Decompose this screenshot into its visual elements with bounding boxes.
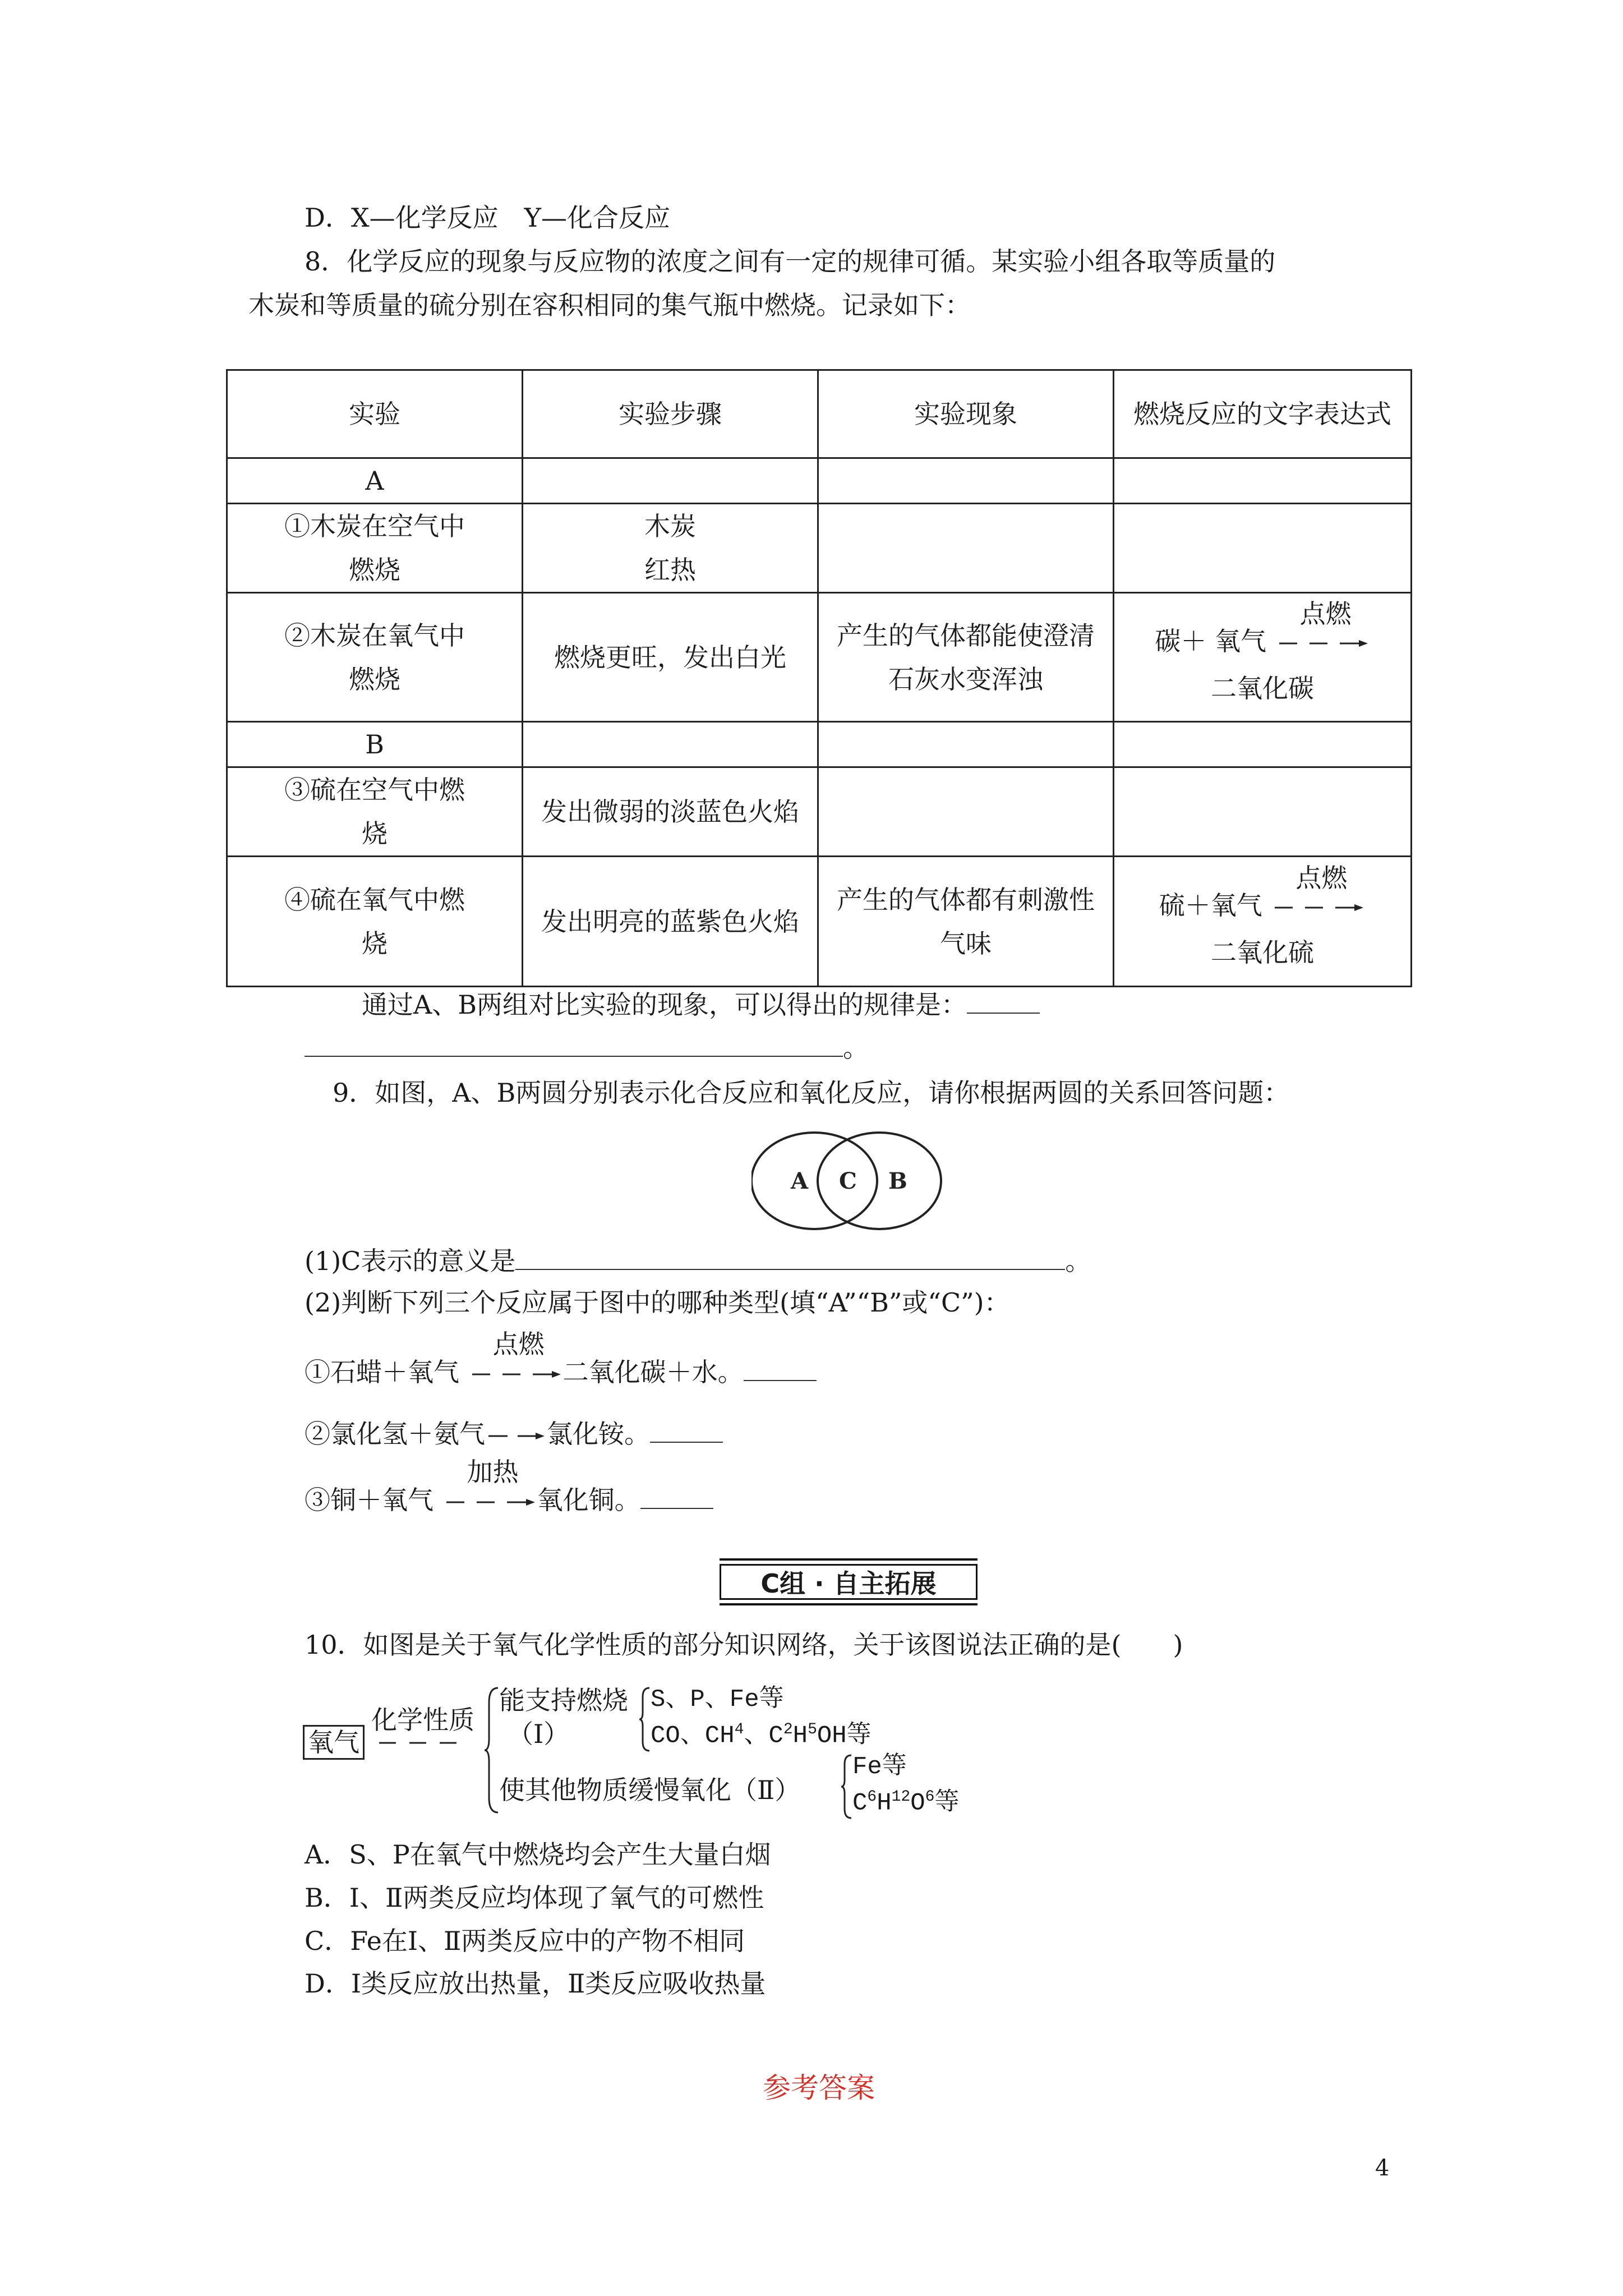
row2-phenomenon: 产生的气体都能使澄清石灰水变浑浊 — [818, 593, 1114, 722]
row4-expr-condition: 点燃 — [1295, 863, 1348, 894]
row1-phenomenon — [818, 504, 1114, 593]
row2-expr-product: 二氧化碳 — [1211, 673, 1314, 703]
header-phenomenon: 实验现象 — [818, 370, 1114, 458]
branch1-number: （Ⅰ） — [508, 1719, 570, 1749]
row2-expr-condition: 点燃 — [1299, 599, 1352, 629]
branch2-item1: Fe等 — [852, 1753, 907, 1781]
q9-stem: 9．如图，A、B两圆分别表示化合反应和氧化反应，请你根据两圆的关系回答问题： — [333, 1078, 1290, 1108]
oxygen-box: 氧气 — [303, 1725, 365, 1760]
experiment-table — [226, 369, 1412, 987]
row3-phenomenon — [818, 767, 1114, 857]
row3-expression — [1114, 767, 1412, 857]
brace-icon — [638, 1686, 652, 1753]
arrow-icon: 加热 — [442, 1491, 537, 1513]
answer-blank[interactable] — [515, 1246, 1065, 1270]
branch2-label: 使其他物质缓慢氧化（Ⅱ） — [499, 1775, 801, 1805]
q8-conclusion: 通过A、B两组对比实验的现象，可以得出的规律是： — [362, 990, 1040, 1020]
row4-expression — [1114, 857, 1412, 987]
arrow-icon — [1270, 863, 1366, 919]
row3-step: 发出微弱的淡蓝色火焰 — [523, 767, 818, 857]
row1-expression — [1114, 504, 1412, 593]
q10-option-d: D．Ⅰ类反应放出热量，Ⅱ类反应吸收热量 — [305, 1968, 766, 1999]
group-b-label: B — [227, 722, 523, 767]
answer-heading: 参考答案 — [763, 2072, 875, 2104]
arrow-icon — [485, 1425, 547, 1447]
q9-sub1: (1)C表示的意义是 。 — [305, 1246, 1091, 1276]
section-banner: C组 · 自主拓展 — [720, 1558, 978, 1605]
row3-experiment: ③硫在空气中燃烧 — [227, 767, 523, 857]
answer-blank[interactable] — [744, 1358, 817, 1381]
row1-step: 木炭红热 — [523, 504, 818, 593]
row4-phenomenon: 产生的气体都有刺激性气味 — [818, 857, 1114, 987]
venn-label-c: C — [839, 1168, 857, 1194]
branch1-item1: S、P、Fe等 — [651, 1686, 784, 1714]
group-a-label: A — [227, 458, 523, 504]
answer-blank[interactable] — [967, 990, 1040, 1014]
row4-step: 发出明亮的蓝紫色火焰 — [523, 857, 818, 987]
row4-expr-product: 二氧化硫 — [1211, 937, 1314, 968]
q10-stem: 10．如图是关于氧气化学性质的部分知识网络，关于该图说法正确的是( ) — [305, 1630, 1183, 1660]
q9-reaction3: ③铜＋氧气 加热 氧化铜。 — [305, 1485, 713, 1515]
header-expression: 燃烧反应的文字表达式 — [1114, 370, 1412, 458]
branch1-item2: CO、$CH^4$、$C^2H^5OH$等 — [651, 1721, 872, 1750]
q8-stem-line1: 8．化学反应的现象与反应物的浓度之间有一定的规律可循。某实验小组各取等质量的 — [305, 246, 1276, 277]
brace-icon — [483, 1686, 500, 1815]
branch1-label: 能支持燃烧 — [499, 1685, 628, 1715]
venn-label-a: A — [791, 1168, 809, 1194]
arrow-icon — [1275, 599, 1370, 655]
venn-circle-a — [751, 1133, 877, 1229]
q10-option-b: B．Ⅰ、Ⅱ两类反应均体现了氧气的可燃性 — [305, 1883, 764, 1913]
row2-step: 燃烧更旺，发出白光 — [523, 593, 818, 722]
q9-reaction2: ②氯化氢＋氨气 氯化铵。 — [305, 1419, 723, 1449]
row2-expr-reactants: 碳＋ 氧气 — [1155, 626, 1266, 657]
chem-prop-label: 化学性质 — [371, 1705, 474, 1735]
dash-line-icon — [377, 1740, 483, 1746]
q9-sub2: (2)判断下列三个反应属于图中的哪种类型(填“A”“B”或“C”)： — [305, 1287, 1010, 1318]
row2-experiment: ②木炭在氧气中燃烧 — [227, 593, 523, 722]
q10-option-c: C．Fe在Ⅰ、Ⅱ两类反应中的产物不相同 — [305, 1926, 745, 1956]
answer-blank[interactable] — [640, 1485, 713, 1509]
branch2-item2: $C^6H^{12}O^6$等 — [852, 1788, 960, 1818]
answer-blank[interactable] — [305, 1033, 843, 1057]
venn-diagram — [751, 1130, 942, 1231]
row4-expr-reactants: 硫＋氧气 — [1159, 890, 1262, 921]
answer-blank[interactable] — [650, 1419, 723, 1443]
q9-reaction1: ①石蜡＋氧气 点燃 二氧化碳＋水。 — [305, 1358, 817, 1387]
header-steps: 实验步骤 — [523, 370, 818, 458]
q7-option-d: D．X—化学反应 Y—化合反应 — [305, 203, 670, 233]
header-experiment: 实验 — [227, 370, 523, 458]
brace-icon — [840, 1753, 854, 1820]
venn-label-b: B — [888, 1168, 907, 1194]
row2-expression — [1114, 593, 1412, 722]
q10-option-a: A．S、P在氧气中燃烧均会产生大量白烟 — [305, 1839, 771, 1870]
q8-conclusion-line2: 。 — [305, 1033, 869, 1063]
page-number: 4 — [1375, 2155, 1390, 2181]
q8-stem-line2: 木炭和等质量的硫分别在容积相同的集气瓶中燃烧。记录如下： — [248, 290, 971, 320]
venn-circle-b — [818, 1133, 941, 1229]
row1-experiment: ①木炭在空气中燃烧 — [227, 504, 523, 593]
row4-experiment: ④硫在氧气中燃烧 — [227, 857, 523, 987]
arrow-icon: 点燃 — [468, 1363, 563, 1386]
